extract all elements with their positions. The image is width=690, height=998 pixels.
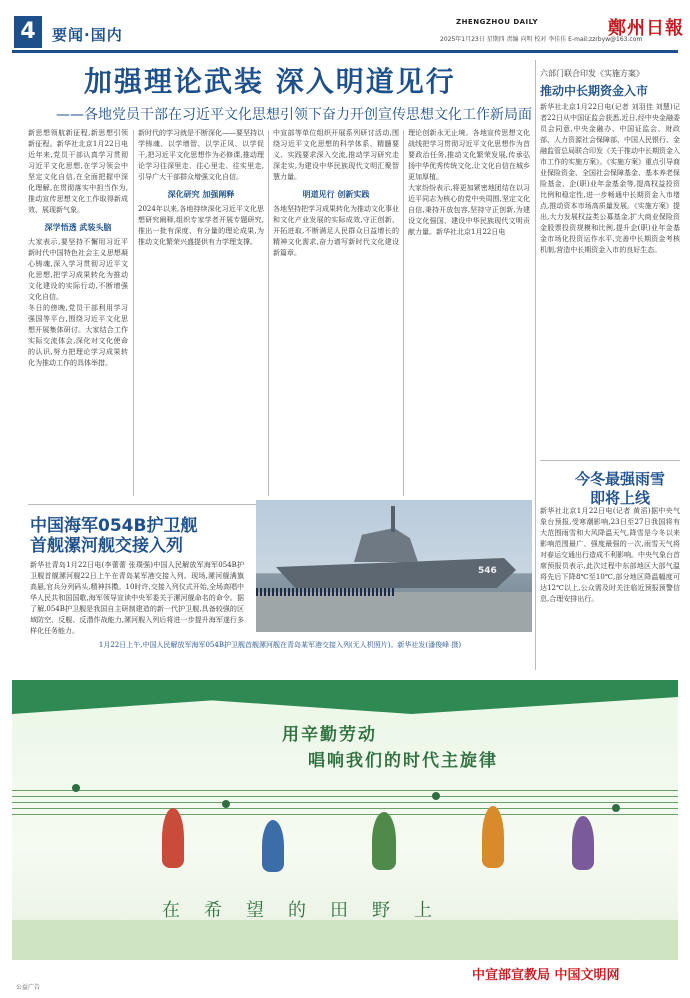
music-note-icon	[222, 800, 230, 808]
article-paragraph: 各地坚持把学习成果转化为推动文化事业和文化产业发展的实际成效,守正创新、开拓进取,不断满足人民群众日益增长的精神文化需求,奋力谱写新时代文化建设新篇章。	[273, 205, 399, 257]
subsection-heading: 深化研究 加强阐释	[167, 190, 235, 199]
hull-number: 546	[478, 566, 497, 576]
sidebar-article	[540, 102, 680, 452]
article-paragraph: 新思想领航新征程,新思想引领新征程。新华社北京1月22日电 近年来,党员干部认真学习贯彻习近平文化思想,在学习领会中坚定文化自信,在全面把握中深化理解,在贯彻落实中担当作为,推动宣传思想文化工作取得新成效、展现新气象。	[28, 129, 128, 214]
article-column-2	[138, 128, 264, 500]
paper-name-english: ZHENGZHOU DAILY	[456, 18, 539, 26]
staff-line	[12, 790, 678, 791]
banner-slogan: 在希望的田野上	[162, 900, 456, 921]
column-divider	[403, 130, 404, 496]
sidebar-kicker: 六部门联合印发《实施方案》	[540, 69, 644, 78]
weather-article	[540, 506, 680, 670]
weather-title	[560, 470, 680, 508]
subsection-heading: 深学悟透 武装头脑	[44, 223, 112, 232]
article-paragraph: 理论创新永无止境。各地宣传思想文化战线把学习贯彻习近平文化思想作为首要政治任务,推动文化繁荣发展,传承弘扬中华优秀传统文化,让文化自信在城乡更加厚植。	[408, 129, 530, 181]
navy-headline-line: 首舰漯河舰交接入列	[30, 536, 183, 556]
main-headline: 加强理论武装 深入明道见行	[84, 65, 456, 98]
section-title: 要闻·国内	[52, 26, 123, 44]
sidebar-divider	[535, 60, 536, 670]
column-divider	[268, 130, 269, 496]
weather-title-line: 今冬最强雨雪	[574, 470, 665, 488]
paper-logo: 鄭州日報	[608, 18, 684, 39]
warship-photo	[256, 500, 532, 632]
farm-fields	[12, 920, 678, 960]
subsection-heading: 明道见行 创新实践	[302, 190, 370, 199]
weather-paragraph: 新华社北京1月22日电(记者 黄滔)据中央气象台预报,受寒潮影响,23日至27日我国将有大范围雨雪和大风降温天气,降雪是今冬以来影响范围最广、强度最强的一次,雨雪天气将对春运交通出行造成不利影响。中央气象台首席预报员表示,此次过程中东部地区大部气温将先后下降8℃至10℃,部分地区降温幅度可达12℃以上,公众需及时关注临近预报预警信息,合理安排出行。	[540, 507, 680, 603]
article-paragraph: 大家纷纷表示,将更加紧密地团结在以习近平同志为核心的党中央周围,坚定文化自信,秉持开放包容,坚持守正创新,为建设文化强国、建设中华民族现代文明贡献力量。新华社北京1月22日电	[408, 184, 530, 236]
column-divider	[133, 130, 134, 496]
photo-caption: 1月22日上午,中国人民解放军海军054B护卫舰首舰漯河舰在青岛某军港交接入列(无人机照片)。新华社发(潘俊峰 摄)	[98, 641, 462, 649]
worker-figure	[372, 812, 396, 870]
banner-sponsor: 中宣部宣教局 中国文明网	[472, 968, 620, 983]
ship-superstructure	[346, 528, 426, 562]
page-number: 4	[14, 16, 42, 48]
article-paragraph: 冬日的傍晚,党员干部利用学习强国等平台,围绕习近平文化思想开展集体研讨。大家结合工作实际交流体会,深化对文化使命的认识,努力把理论学习成果转化为推动工作的具体举措。	[28, 304, 128, 367]
article-paragraph: 大家表示,要坚持不懈用习近平新时代中国特色社会主义思想凝心铸魂,深入学习贯彻习近平文化思想,把学习成果转化为推动文化建设的实际行动,不断增强文化自信。	[28, 238, 128, 301]
worker-figure	[572, 816, 594, 870]
sidebar-paragraph: 新华社北京1月22日电(记者 刘羽佳 刘慧)记者22日从中国证监会获悉,近日,经中央金融委员会同意,中央金融办、中国证监会、财政部、人力资源社会保障部、中国人民银行、金融监管总局联合印发《关于推动中长期资金入市工作的实施方案》。《实施方案》重点引导商业保险资金、全国社会保障基金、基本养老保险基金、企(职)业年金基金等,提高权益投资比例和稳定性,进一步畅通中长期资金入市堵点,推动资本市场高质量发展。《实施方案》提出,大力发展权益类公募基金,扩大商业保险资金股票投资规模和比例,提升企(职)业年金基金市场化投资运作水平,完善中长期资金考核机制,营造中长期资金入市的良好生态。	[540, 103, 680, 254]
article-column-4	[408, 128, 530, 500]
music-note-icon	[72, 784, 80, 792]
navy-paragraph: 新华社青岛1月22日电(李蕾蕾 张璞强)中国人民解放军海军054B护卫舰首舰漯河舰22日上午在青岛某军港交接入列。现场,漯河舰满旗高悬,官兵分列码头,精神抖擞。10时许,交接入列仪式开始,全场高唱中华人民共和国国歌,海军领导宣读中央军委关于漯河舰命名的命令。据了解,054B护卫舰是我国自主研制建造的新一代护卫舰,具备较强的区域防空、反舰、反潜作战能力,漯河舰入列后将进一步提升海军遂行多样化任务能力。	[30, 561, 244, 635]
staff-line	[12, 802, 678, 803]
article-paragraph: 2024年以来,各地持续深化习近平文化思想研究阐释,组织专家学者开展专题研究,推出一批有深度、有分量的理论成果,为推动文化繁荣兴盛提供有力学理支撑。	[138, 205, 264, 246]
navy-article	[30, 560, 244, 635]
public-service-banner	[12, 680, 678, 960]
header-rule	[12, 50, 678, 53]
navy-headline-line: 中国海军054B护卫舰	[30, 516, 198, 536]
sidebar-rule	[540, 460, 680, 461]
sidebar-title: 推动中长期资金入市	[540, 84, 649, 98]
worker-figure	[162, 808, 184, 868]
main-subheadline: ——各地党员干部在习近平文化思想引领下奋力开创宣传思想文化工作新局面	[56, 107, 532, 123]
weather-title-line: 即将上线	[589, 489, 650, 507]
issue-meta: 2025年1月23日 星期四 责编 向明 校对 李佳佳 E-mail:zzrbyw@163.com	[440, 36, 643, 43]
worker-figure	[262, 820, 284, 872]
worker-figure	[482, 806, 504, 868]
article-paragraph: 中宣部等单位组织开展系列研讨活动,围绕习近平文化思想的科学体系、精髓要义、实践要求深入交流,推动学习研究走深走实,为建设中华民族现代文明汇聚智慧力量。	[273, 129, 399, 181]
ship-mast	[391, 506, 395, 532]
pier	[256, 592, 532, 632]
banner-title-line-2: 唱响我们的时代主旋律	[308, 751, 498, 771]
article-column-1	[28, 128, 128, 500]
staff-line	[12, 796, 678, 797]
banner-title-line-1: 用辛勤劳动	[282, 725, 377, 745]
article-column-3	[273, 128, 399, 500]
music-note-icon	[432, 792, 440, 800]
article-paragraph: 新时代的学习就是不断深化——要坚持以学铸魂、以学增智、以学正风、以学促干,把习近平文化思想作为必修课,推动理论学习往深里走、往心里走、往实里走,引导广大干部群众增强文化自信。	[138, 129, 264, 181]
crew-formation	[256, 588, 396, 596]
staff-line	[12, 808, 678, 809]
music-note-icon	[612, 804, 620, 812]
staff-line	[12, 814, 678, 815]
navy-headline	[30, 516, 197, 556]
ad-label: 公益广告	[16, 984, 41, 991]
banner-top-wave	[12, 680, 678, 714]
